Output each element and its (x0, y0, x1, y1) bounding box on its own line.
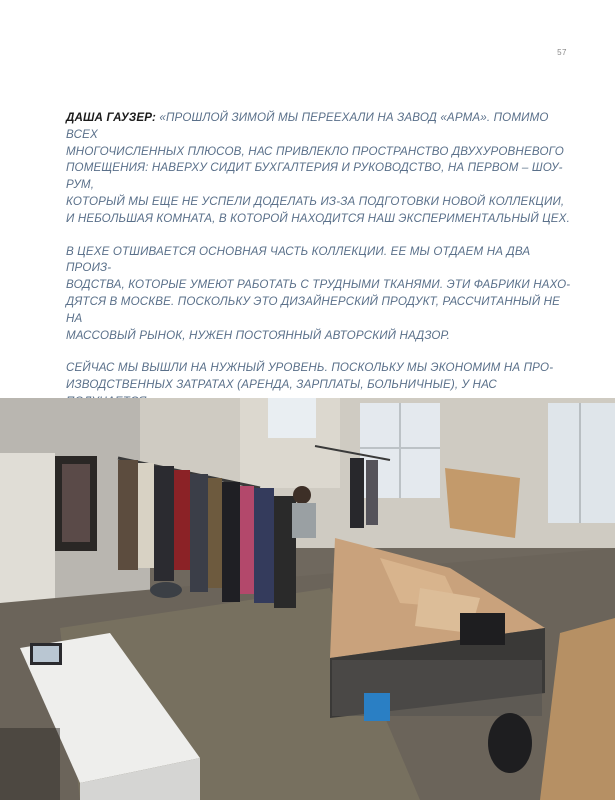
page-number: 57 (557, 48, 567, 57)
workshop-photo-illustration (0, 398, 615, 800)
paragraph-3: СЕЙЧАС МЫ ВЫШЛИ НА НУЖНЫЙ УРОВЕНЬ. ПОСКОЛЬКУ МЫ ЭКОНОМИМ НА ПРО- ИЗВОДСТВЕННЫХ ЗАТРАТАХ (АРЕНДА, ЗАРПЛАТЫ, БОЛЬНИЧНЫЕ), У НАС (66, 361, 554, 392)
paragraph-1-text: «ПРОШЛОЙ ЗИМОЙ МЫ ПЕРЕЕХАЛИ НА ЗАВОД «АРМА». ПОМИМО ВСЕХ МНОГОЧИСЛЕННЫХ ПЛЮСОВ, НАС ПРИВЛЕКЛО ПРОСТРАНСТВО ДВУХУРОВНЕВОГО ПОМЕЩЕНИЯ: НАВЕРХУ СИДИТ БУХГАЛТЕРИЯ И РУКОВОДСТВО, НА ПЕРВОМ – ШОУ-РУМ, КОТОРЫЙ МЫ ЕЩЕ НЕ УСПЕЛИ ДОДЕЛАТЬ ИЗ-ЗА ПОДГОТОВКИ НОВОЙ КОЛЛЕКЦИИ, И НЕБОЛЬШАЯ КОМНАТА, В КОТОРОЙ НАХОДИТСЯ НАШ ЭКСПЕРИМЕНТАЛЬНЫЙ ЦЕХ. (66, 111, 570, 225)
paragraph-2: В ЦЕХЕ ОТШИВАЕТСЯ ОСНОВНАЯ ЧАСТЬ КОЛЛЕКЦИИ. ЕЕ МЫ ОТДАЕМ НА ДВА ПРОИЗ- ВОДСТВА, КОТОРЫЕ УМЕЮТ РАБОТАТЬ С ТРУДНЫМИ ТКАНЯМИ. ЭТИ ФАБРИКИ НАХО- ДЯТСЯ В МОСКВЕ. ПОСКОЛЬКУ ЭТО ДИЗАЙНЕРСКИЙ ПРОДУКТ, РАССЧИТАННЫЙ НЕ НА МАССОВЫЙ РЫНОК, НУЖЕН ПОСТОЯННЫЙ АВТОРСКИЙ НАДЗОР. (66, 244, 571, 342)
workshop-photo (0, 398, 615, 800)
speaker-name: ДАША ГАУЗЕР: (66, 111, 156, 124)
paragraph-1 (66, 110, 571, 228)
